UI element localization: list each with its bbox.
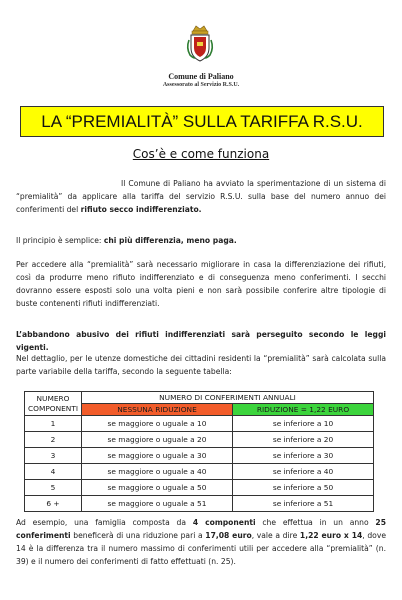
example-text: , vale a dire [251, 531, 300, 540]
cell-reduction: se inferiore a 10 [233, 416, 374, 432]
table-header-components [25, 392, 82, 416]
example-text: beneficerà di una riduzione pari a [70, 531, 206, 540]
cell-no-reduction: se maggiore o uguale a 10 [82, 416, 233, 432]
table-header-no-reduction: NESSUNA RIDUZIONE [82, 404, 233, 416]
tariff-table [24, 391, 374, 512]
principle-paragraph [16, 234, 386, 247]
principle-text: Il principio è semplice: [16, 236, 104, 245]
cell-no-reduction: se maggiore o uguale a 40 [82, 464, 233, 480]
header-components-line2: COMPONENTI [27, 403, 79, 413]
table-header-reduction: RIDUZIONE = 1,22 EURO [233, 404, 374, 416]
headline-banner: LA “PREMIALITÀ” SULLA TARIFFA R.S.U. [20, 106, 384, 137]
example-paragraph [16, 516, 386, 568]
example-deliveries: 25 conferimenti [16, 518, 386, 540]
access-paragraph: Per accedere alla “premialità” sarà necessario migliorare in casa la differenziazione dei rifiuti, così da produrre meno rifiuto indifferenziato e di conseguenza meno conferimenti. I secchi dovranno essere esposti solo una volta pieni e non sarà possibile conferire altre tipologie di buste contenenti rifiuti indifferenziati. [16, 260, 386, 308]
header-components-line1: NUMERO [36, 393, 70, 403]
cell-components: 6 + [25, 496, 82, 512]
example-components: 4 componenti [192, 518, 256, 527]
municipality-name: Comune di Paliano [168, 72, 234, 81]
cell-no-reduction: se maggiore o uguale a 51 [82, 496, 233, 512]
table-row [25, 480, 374, 496]
table-row [25, 416, 374, 432]
detail-paragraph: Nel dettaglio, per le utenze domestiche dei cittadini residenti la “premialità” sarà calcolata sulla parte variabile della tariffa, secondo la seguente tabella: [16, 354, 386, 376]
department-name: Assessorato al Servizio R.S.U. [162, 82, 240, 88]
cell-reduction: se inferiore a 40 [233, 464, 374, 480]
intro-text: Il Comune di Paliano ha avviato la sperimentazione di un sistema di “premialità” da applicare alla tariffa del servizio R.S.U. sulla base del numero annuo dei conferimenti del [16, 179, 386, 214]
example-amount: 17,08 euro [205, 531, 252, 540]
table-row [25, 432, 374, 448]
cell-components: 5 [25, 480, 82, 496]
table-header-main: NUMERO DI CONFERIMENTI ANNUALI [82, 392, 374, 404]
example-calculation: 1,22 euro x 14 [299, 531, 363, 540]
cell-reduction: se inferiore a 30 [233, 448, 374, 464]
table-row [25, 496, 374, 512]
cell-reduction: se inferiore a 50 [233, 480, 374, 496]
cell-components: 2 [25, 432, 82, 448]
cell-reduction: se inferiore a 51 [233, 496, 374, 512]
section-title: Cos’è e come funziona [132, 147, 270, 161]
cell-no-reduction: se maggiore o uguale a 30 [82, 448, 233, 464]
example-text: , dove 14 è la differenza tra il numero massimo di conferimenti utili per accedere alla “premialità” (n. 39) e il numero dei conferimenti di fatto effettuati (n. 25). [16, 531, 386, 566]
example-text: Ad esempio, una famiglia composta da [16, 518, 193, 527]
intro-paragraph [16, 177, 386, 216]
cell-no-reduction: se maggiore o uguale a 20 [82, 432, 233, 448]
municipal-crest-icon [185, 24, 215, 64]
cell-no-reduction: se maggiore o uguale a 50 [82, 480, 233, 496]
table-row [25, 448, 374, 464]
table-row [25, 464, 374, 480]
intro-highlight: rifiuto secco indifferenziato. [80, 205, 202, 214]
cell-reduction: se inferiore a 20 [233, 432, 374, 448]
abandonment-warning: L’abbandono abusivo dei rifiuti indifferenziati sarà perseguito secondo le leggi vigenti. [16, 330, 386, 352]
cell-components: 1 [25, 416, 82, 432]
principle-highlight: chi più differenzia, meno paga. [103, 236, 237, 245]
example-text: che effettua in un anno [255, 518, 376, 527]
cell-components: 3 [25, 448, 82, 464]
cell-components: 4 [25, 464, 82, 480]
